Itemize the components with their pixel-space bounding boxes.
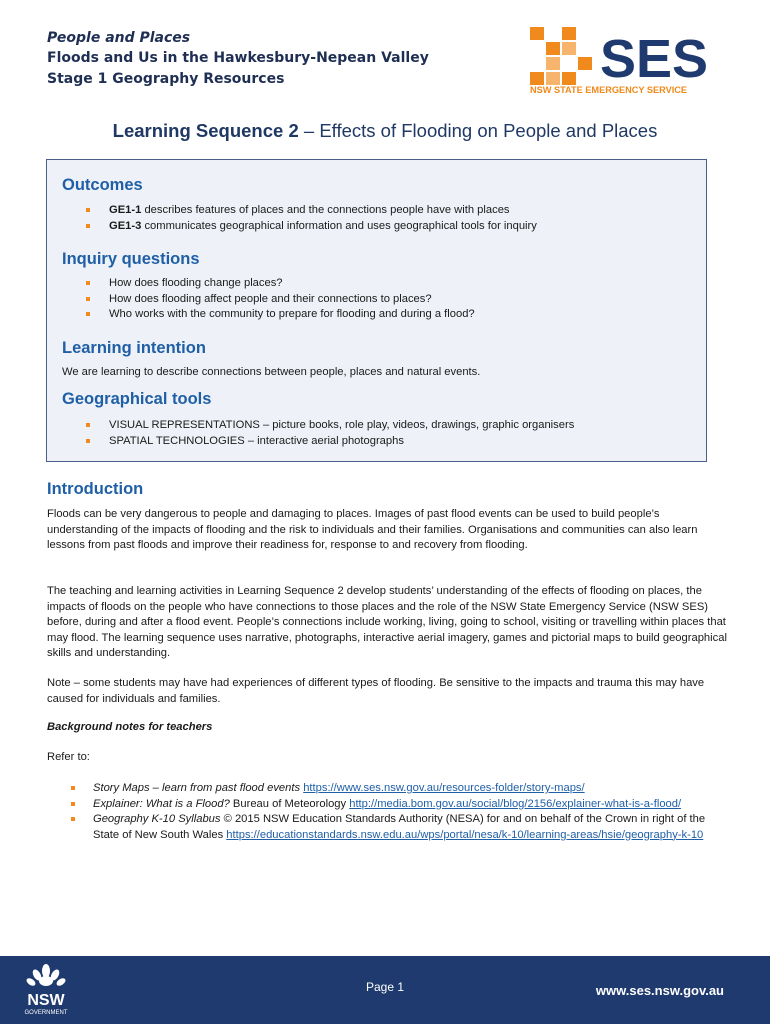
- ses-checker-icon: [530, 27, 592, 85]
- list-item: How does flooding change places?: [85, 276, 475, 292]
- story-maps-link[interactable]: https://www.ses.nsw.gov.au/resources-folder/story-maps/: [303, 782, 585, 794]
- background-heading: Background notes for teachers: [47, 721, 213, 733]
- list-item: Story Maps – learn from past flood events https://www.ses.nsw.gov.au/resources-folder/story-maps/: [70, 781, 720, 797]
- header-series: People and Places: [47, 30, 191, 46]
- page-footer: [0, 956, 770, 1024]
- intention-text: We are learning to describe connections between people, places and natural events.: [62, 366, 481, 378]
- svg-text:NSW: NSW: [27, 992, 65, 1009]
- intention-heading: Learning intention: [62, 339, 206, 357]
- header-unit: Floods and Us in the Hawkesbury-Nepean Valley: [47, 50, 429, 66]
- tools-heading: Geographical tools: [62, 390, 212, 408]
- header-stage: Stage 1 Geography Resources: [47, 70, 285, 87]
- intro-paragraph-1: Floods can be very dangerous to people and damaging to places. Images of past flood events can be used to build people’s understanding of the impacts of flooding and the risk to individuals and their families. Organisations and communities can also learn lessons from past floods and improve their readiness for, response to and recovery from flooding.: [47, 508, 698, 551]
- page-title: [0, 120, 770, 142]
- reference-list: [70, 781, 720, 843]
- title-topic: – Effects of Flooding on People and Places: [298, 120, 658, 141]
- list-item: SPATIAL TECHNOLOGIES – interactive aerial photographs: [85, 434, 574, 450]
- ses-logo: [530, 27, 730, 97]
- list-item: Who works with the community to prepare for flooding and during a flood?: [85, 307, 475, 323]
- inquiry-list: [85, 276, 475, 323]
- list-item: VISUAL REPRESENTATIONS – picture books, role play, videos, drawings, graphic organisers: [85, 418, 574, 434]
- nesa-syllabus-link[interactable]: https://educationstandards.nsw.edu.au/wps/portal/nesa/k-10/learning-areas/hsie/geography-k-10: [226, 828, 704, 841]
- title-sequence: Learning Sequence 2: [112, 120, 299, 141]
- list-item: How does flooding affect people and their connections to places?: [85, 292, 475, 308]
- refer-label: Refer to:: [47, 751, 90, 763]
- bom-explainer-link[interactable]: http://media.bom.gov.au/social/blog/2156/explainer-what-is-a-flood/: [349, 797, 682, 810]
- summary-box: [46, 159, 707, 462]
- intro-paragraph-3: Note – some students may have had experiences of different types of flooding. Be sensitive to the impacts and trauma this may have caused for individuals and families.: [47, 677, 705, 705]
- svg-text:NSW STATE EMERGENCY SERVICE: NSW STATE EMERGENCY SERVICE: [530, 85, 688, 95]
- introduction-heading: Introduction: [47, 480, 144, 498]
- intro-paragraph-2: The teaching and learning activities in Learning Sequence 2 develop students’ understanding of the effects of flooding on places, the impacts of floods on the people who have connections to those places and the role of the NSW State Emergency Service (NSW SES) before, during and after a flood event. People’s connections include working, living, going to school, visiting or travelling within places that may flood. The learning sequence uses narrative, photographs, interactive aerial imagery, games and pictorial maps to build geographical skills and understanding.: [47, 585, 727, 659]
- tools-list: [85, 418, 574, 449]
- website-link[interactable]: www.ses.nsw.gov.au: [595, 983, 724, 998]
- svg-text:GOVERNMENT: GOVERNMENT: [24, 1010, 68, 1016]
- outcomes-heading: Outcomes: [62, 176, 143, 194]
- page-number: Page 1: [365, 980, 405, 994]
- list-item: Geography K-10 Syllabus © 2015 NSW Education Standards Authority (NESA) for and on behalf of the Crown in right of the State of New South Wales https://educationstandards.nsw.edu.au/wps/portal/nesa/k-10/learning-areas/hsie/geography-k-10: [70, 812, 720, 843]
- outcomes-list: [85, 203, 537, 234]
- document-header: [47, 28, 429, 89]
- list-item: Explainer: What is a Flood? Bureau of Meteorology http://media.bom.gov.au/social/blog/2156/explainer-what-is-a-flood/: [70, 797, 720, 813]
- svg-text:SES: SES: [600, 29, 709, 89]
- list-item: GE1-1 describes features of places and the connections people have with places: [85, 203, 537, 219]
- list-item: GE1-3 communicates geographical information and uses geographical tools for inquiry: [85, 219, 537, 235]
- inquiry-heading: Inquiry questions: [62, 250, 200, 268]
